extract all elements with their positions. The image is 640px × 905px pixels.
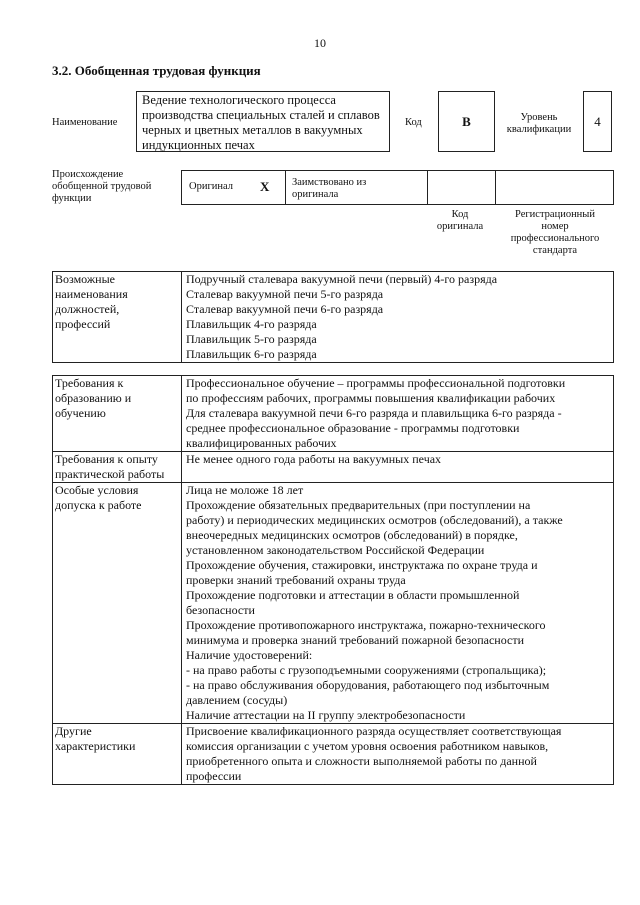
positions-label (53, 272, 182, 363)
text-line: комиссия организации с учетом уровня освоения работником навыков, (186, 739, 549, 753)
special-conditions-value (182, 483, 614, 724)
code-value: B (438, 91, 495, 152)
table-row (53, 483, 614, 724)
level-label-line: квалификации (506, 124, 572, 135)
label-line: Требования к (55, 376, 124, 390)
text-line: Не менее одного года работы на вакуумных печах (186, 452, 442, 466)
requirements-table (52, 375, 614, 785)
text-line: установленном законодательством Российской Федерации (186, 543, 485, 557)
text-line: Наличие аттестации на II группу электробезопасности (186, 708, 466, 722)
label-line: характеристики (55, 739, 136, 753)
code-original-caption (426, 209, 494, 233)
caption-line: профессионального (510, 233, 600, 244)
position-item: Подручный сталевара вакуумной печи (первый) 4-го разряда (186, 272, 498, 286)
experience-label (53, 452, 182, 483)
positions-table (52, 271, 614, 363)
text-line: минимума и проверка знаний требований пожарной безопасности (186, 633, 525, 647)
level-label (500, 112, 578, 136)
education-label (53, 376, 182, 452)
text-line: Прохождение обучения, стажировки, инструктажа по охране труда и (186, 558, 538, 572)
caption-line: Код (451, 209, 469, 220)
text-line: Лица не моложе 18 лет (186, 483, 304, 497)
text-line: Присвоение квалификационного разряда осуществляет соответствующая (186, 724, 562, 738)
label-line: обучению (55, 406, 106, 420)
page-number: 10 (314, 36, 326, 50)
table-row (53, 724, 614, 785)
function-name-box: Ведение технологического процесса производства специальных сталей и сплавов черных и цветных металлов в вакуумных индукционных печах (136, 91, 390, 152)
text-line: Для сталевара вакуумной печи 6-го разряда и плавильщика 6-го разряда - (186, 406, 562, 420)
label-line: допуска к работе (55, 498, 142, 512)
code-label: Код (405, 117, 422, 128)
text-line: Прохождение обязательных предварительных (при поступлении на (186, 498, 531, 512)
position-item: Сталевар вакуумной печи 5-го разряда (186, 287, 384, 301)
label-line: Особые условия (55, 483, 139, 497)
special-conditions-label (53, 483, 182, 724)
text-line: приобретенного опыта и сложности выполняемой работы по данной (186, 754, 537, 768)
caption-line: номер (541, 221, 569, 232)
caption-line: оригинала (436, 221, 484, 232)
origin-label-line: функции (52, 193, 92, 204)
table-row (53, 272, 614, 363)
label-line: наименования (55, 287, 128, 301)
section-title: 3.2. Обобщенная трудовая функция (52, 63, 261, 78)
label-line: должностей, (55, 302, 120, 316)
origin-label-line: обобщенной трудовой (52, 181, 152, 192)
positions-values (182, 272, 614, 363)
position-item: Плавильщик 6-го разряда (186, 347, 317, 361)
label-line: Возможные (55, 272, 115, 286)
text-line: Наличие удостоверений: (186, 648, 313, 662)
borrowed-label (292, 177, 366, 201)
name-label: Наименование (52, 117, 118, 128)
text-line: давлением (сосуды) (186, 693, 288, 707)
level-value: 4 (583, 91, 612, 152)
experience-value (182, 452, 614, 483)
origin-label-line: Происхождение (52, 169, 124, 180)
other-characteristics-value (182, 724, 614, 785)
position-item: Сталевар вакуумной печи 6-го разряда (186, 302, 384, 316)
label-line: Требования к опыту (55, 452, 158, 466)
text-line: проверки знаний требований охраны труда (186, 573, 406, 587)
text-line: по профессиям рабочих, программы повышения квалификации рабочих (186, 391, 556, 405)
other-characteristics-label (53, 724, 182, 785)
text-line: среднее профессиональное образование - программы подготовки (186, 421, 520, 435)
table-row (53, 376, 614, 452)
label-line: практической работы (55, 467, 165, 481)
text-line: безопасности (186, 603, 255, 617)
text-line: Профессиональное обучение – программы профессиональной подготовки (186, 376, 566, 390)
original-label: Оригинал (189, 181, 233, 192)
borrowed-label-line: Заимствовано из (292, 177, 367, 188)
caption-line: Регистрационный (515, 209, 595, 220)
level-label-line: Уровень (520, 112, 558, 123)
origin-row (181, 170, 614, 205)
original-mark: X (260, 179, 270, 194)
text-line: квалифицированных рабочих (186, 436, 337, 450)
position-item: Плавильщик 5-го разряда (186, 332, 317, 346)
table-row (53, 452, 614, 483)
label-line: Другие (55, 724, 92, 738)
text-line: Прохождение подготовки и аттестации в области промышленной (186, 588, 520, 602)
text-line: - на право работы с грузоподъемными сооружениями (стропальщика); (186, 663, 547, 677)
label-line: профессий (55, 317, 111, 331)
education-value (182, 376, 614, 452)
text-line: работу) и периодических медицинских осмотров (обследований), а также (186, 513, 563, 527)
text-line: профессии (186, 769, 242, 783)
text-line: - на право обслуживания оборудования, работающего под избыточным (186, 678, 550, 692)
caption-line: стандарта (532, 245, 578, 256)
origin-label (52, 169, 151, 205)
borrowed-label-line: оригинала (292, 189, 339, 200)
label-line: образованию и (55, 391, 132, 405)
registration-number-caption (500, 209, 610, 257)
text-line: Прохождение противопожарного инструктажа, пожарно-технического (186, 618, 546, 632)
text-line: внеочередных медицинских осмотров (обследований) в порядке, (186, 528, 518, 542)
position-item: Плавильщик 4-го разряда (186, 317, 317, 331)
